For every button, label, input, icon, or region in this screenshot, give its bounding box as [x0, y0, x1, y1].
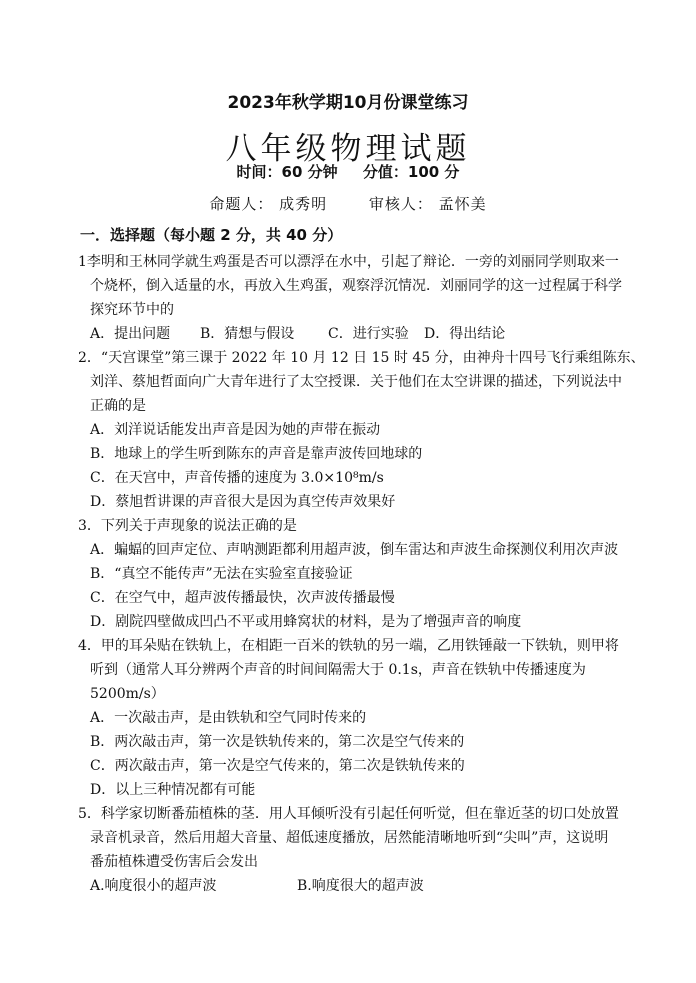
q2-stem-line: 2．“天宫课堂”第三课于 2022 年 10 月 12 日 15 时 45 分，由神舟十四号飞行乘组陈东、 — [78, 350, 645, 366]
q1-stem-line: 个烧杯，倒入适量的水，再放入生鸡蛋，观察浮沉情况．刘丽同学的这一过程属于科学 — [90, 278, 622, 294]
q2-stem-line: 正确的是 — [90, 398, 146, 414]
exam-time: 时间：60 分钟 — [236, 163, 338, 181]
q4-stem-line: 听到（通常人耳分辨两个声音的时间间隔需大于 0.1s，声音在铁轨中传播速度为 — [90, 662, 586, 678]
q3-option-a: A．蝙蝠的回声定位、声呐测距都利用超声波，倒车雷达和声波生命探测仪利用次声波 — [90, 542, 619, 558]
q2-option-a: A．刘洋说话能发出声音是因为她的声带在振动 — [90, 422, 381, 438]
q1-stem-line: 1李明和王林同学就生鸡蛋是否可以漂浮在水中，引起了辩论．一旁的刘丽同学则取来一 — [78, 254, 619, 270]
q1-option-a: A．提出问题 — [90, 326, 171, 342]
q4-option-c: C．两次敲击声，第一次是空气传来的，第二次是铁轨传来的 — [90, 758, 465, 774]
section-title: 一．选择题（每小题 2 分，共 40 分） — [80, 226, 343, 244]
q5-option-a: A.响度很小的超声波 — [90, 878, 217, 894]
q5-stem-line: 录音机录音，然后用超大音量、超低速度播放，居然能清晰地听到“尖叫”声，这说明 — [90, 830, 609, 846]
q5-stem-line: 番茄植株遭受伤害后会发出 — [90, 854, 258, 870]
q4-stem-line: 5200m/s） — [90, 686, 165, 702]
subject-title: 八年级物理试题 — [225, 131, 471, 167]
q4-option-d: D．以上三种情况都有可能 — [90, 782, 256, 798]
q5-option-b: B.响度很大的超声波 — [297, 878, 424, 894]
q1-option-c: C．进行实验 — [328, 326, 409, 342]
q1-stem-line: 探究环节中的 — [90, 302, 174, 318]
q1-options — [90, 323, 505, 343]
q3-stem-line: 3．下列关于声现象的说法正确的是 — [78, 518, 297, 534]
exam-authors — [0, 193, 696, 214]
q3-option-d: D．剧院四壁做成凹凸不平或用蜂窝状的材料，是为了增强声音的响度 — [90, 614, 522, 630]
q4-stem-line: 4．甲的耳朵贴在铁轨上，在相距一百米的铁轨的另一端，乙用铁锤敲一下铁轨，则甲将 — [78, 638, 619, 654]
q5-options — [90, 875, 424, 895]
q2-stem-line: 刘洋、蔡旭哲面向广大青年进行了太空授课．关于他们在太空讲课的描述，下列说法中 — [90, 374, 622, 390]
q4-option-a: A．一次敲击声，是由铁轨和空气同时传来的 — [90, 710, 367, 726]
q2-option-c: C．在天宫中，声音传播的速度为 3.0×10⁸m/s — [90, 470, 384, 486]
q3-option-b: B．“真空不能传声”无法在实验室直接验证 — [90, 566, 353, 582]
q4-option-b: B．两次敲击声，第一次是铁轨传来的，第二次是空气传来的 — [90, 734, 465, 750]
exam-meta — [0, 161, 696, 182]
exam-title: 2023年秋学期10月份课堂练习 — [227, 93, 469, 113]
q3-option-c: C．在空气中，超声波传播最快，次声波传播最慢 — [90, 590, 395, 606]
exam-score: 分值：100 分 — [362, 163, 460, 181]
exam-author: 命题人： 成秀明 — [209, 195, 328, 213]
q1-option-b: B．猜想与假设 — [200, 326, 295, 342]
exam-reviewer: 审核人： 孟怀美 — [368, 195, 487, 213]
q2-option-b: B．地球上的学生听到陈东的声音是靠声波传回地球的 — [90, 446, 423, 462]
q2-option-d: D．蔡旭哲讲课的声音很大是因为真空传声效果好 — [90, 494, 396, 510]
q5-stem-line: 5．科学家切断番茄植株的茎．用人耳倾听没有引起任何听觉，但在靠近茎的切口处放置 — [78, 806, 619, 822]
q1-option-d: D．得出结论 — [424, 326, 506, 342]
